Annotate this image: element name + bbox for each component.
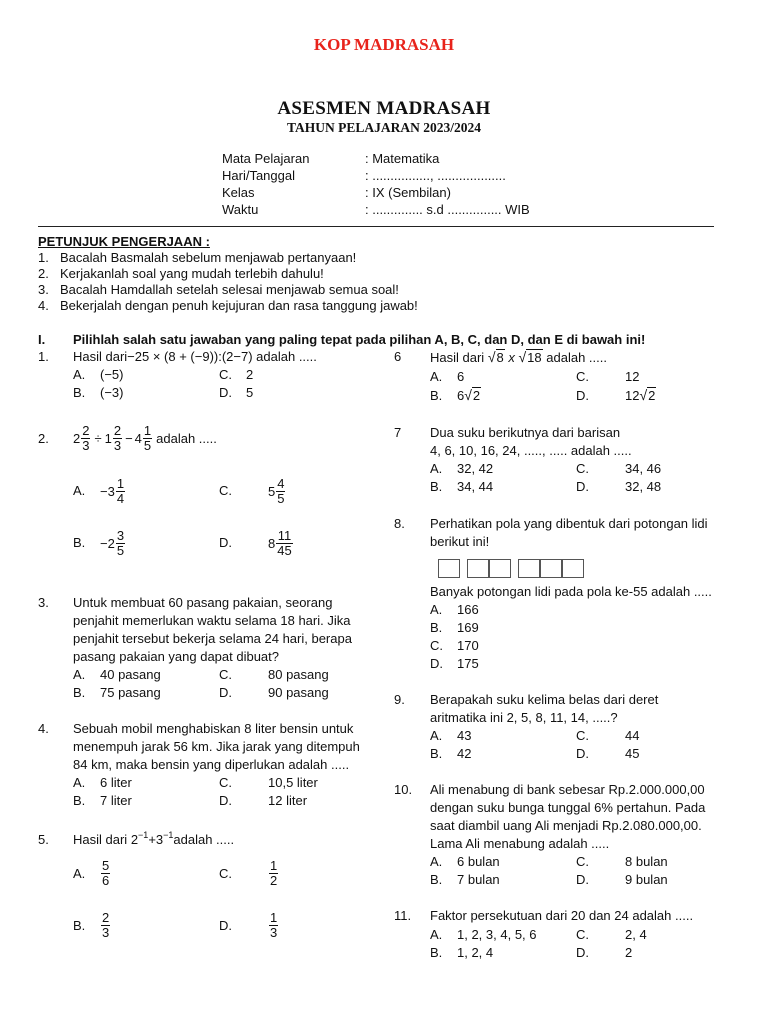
option-label: D.	[576, 479, 589, 494]
option-label: D.	[576, 945, 589, 960]
option-d: 12 liter	[268, 793, 308, 808]
exam-subtitle: TAHUN PELAJARAN 2023/2024	[286, 120, 481, 135]
option-a: 6 bulan	[457, 854, 500, 869]
option-a: 6 liter	[100, 775, 132, 790]
power-expression: $2^{-1}+3^{-1}$	[130, 830, 174, 847]
option-d: 32, 48	[625, 479, 662, 494]
option-d: 2	[625, 945, 633, 960]
question-text: Dua suku berikutnya dari barisan	[430, 425, 621, 440]
option-label: C.	[219, 667, 232, 682]
option-label: B.	[430, 479, 443, 494]
petunjuk-item: Kerjakanlah soal yang mudah terlebih dahulu!	[60, 266, 324, 281]
option-label: A.	[73, 866, 86, 881]
question-text: pasang pakaian yang dapat dibuat?	[73, 649, 280, 664]
question-suffix: adalah .....	[156, 430, 217, 446]
option-label: D.	[219, 385, 232, 400]
whole: 2	[73, 430, 81, 446]
fraction: $\frac{1}{5}$	[143, 422, 152, 453]
petunjuk-num: 3.	[38, 282, 49, 297]
option-d: 175	[457, 656, 479, 671]
option-label: A.	[430, 927, 443, 942]
info-value: : Matematika	[365, 151, 440, 166]
info-label: Mata Pelajaran	[222, 151, 310, 166]
question-text: Ali menabung di bank sebesar Rp.2.000.000,00	[430, 782, 705, 797]
petunjuk-item: Bacalah Hamdallah setelah selesai menjawab semua soal!	[60, 282, 399, 297]
question-text: penjahit tersebut bekerja selama 24 hari, berapa	[73, 631, 352, 646]
option-a: 32, 42	[457, 461, 494, 476]
question-text: Sebuah mobil menghabiskan 8 liter bensin untuk	[73, 721, 354, 736]
option-d: 5	[246, 385, 254, 400]
option-label: B.	[73, 385, 86, 400]
option-label: D.	[576, 388, 589, 403]
option-label: C.	[219, 367, 232, 382]
matchstick-square	[562, 559, 584, 578]
option-a: 166	[457, 602, 479, 617]
option-a: 40 pasang	[100, 667, 161, 682]
question-text: penjahit memerlukan waktu selama 18 hari. Jika	[73, 613, 351, 628]
question-text: dengan suku bunga tunggal 6% pertahun. Pada	[430, 800, 706, 815]
question-number: 6	[394, 349, 402, 364]
question-text: Berapakah suku kelima belas dari deret	[430, 692, 659, 707]
operator: −	[125, 430, 133, 446]
option-b: 7 bulan	[457, 872, 500, 887]
option-label: D.	[219, 685, 232, 700]
option-b: (−3)	[100, 385, 124, 400]
question-number: 4.	[38, 721, 49, 736]
option-label: D.	[430, 656, 443, 671]
option-c: 34, 46	[625, 461, 662, 476]
option-label: B.	[73, 535, 86, 550]
option-c: 2, 4	[625, 927, 647, 942]
option-label: B.	[430, 388, 443, 403]
option-label: D.	[576, 872, 589, 887]
fraction: $\frac{2}{3}$	[82, 422, 90, 453]
whole: 4	[134, 430, 142, 446]
option-label: C.	[576, 854, 589, 869]
info-label: Hari/Tanggal	[222, 168, 295, 183]
option-a: $\frac{5}{6}$	[102, 857, 110, 888]
question-text: aritmatika ini 2, 5, 8, 11, 14, .....?	[430, 710, 618, 725]
option-c: 5 $\frac{4}{5}$	[268, 475, 285, 506]
option-label: A.	[430, 602, 443, 617]
option-label: B.	[430, 620, 443, 635]
question-number: 9.	[394, 692, 405, 707]
matchstick-square	[467, 559, 489, 578]
option-label: C.	[576, 461, 589, 476]
question-number: 7	[394, 425, 402, 440]
option-label: A.	[430, 854, 443, 869]
petunjuk-num: 1.	[38, 250, 49, 265]
question-text: 4, 6, 10, 16, 24, ....., ..... adalah .....	[430, 443, 632, 458]
option-label: C.	[219, 483, 232, 498]
option-a: −3 $\frac{1}{4}$	[100, 475, 125, 506]
option-b: 1, 2, 4	[457, 945, 494, 960]
option-b: 6√2	[457, 387, 481, 403]
option-label: C.	[430, 638, 443, 653]
question-number: 5.	[38, 832, 49, 847]
question-text: menempuh jarak 56 km. Jika jarak yang ditempuh	[73, 739, 360, 754]
info-label: Kelas	[222, 185, 255, 200]
header-divider	[38, 226, 714, 227]
option-label: B.	[430, 872, 443, 887]
fraction: $\frac{2}{3}$	[113, 422, 122, 453]
option-c: 170	[457, 638, 479, 653]
option-d: 8 $\frac{11}{45}$	[268, 527, 292, 558]
question-text: Hasil dari−25 × (8 + (−9)):(2−7) adalah .....	[73, 349, 317, 364]
option-b: 42	[457, 746, 472, 761]
option-c: 8 bulan	[625, 854, 668, 869]
info-value: : ................, ...................	[365, 168, 506, 183]
mixed-fraction-expression	[73, 421, 217, 455]
info-value: : .............. s.d ............... WIB	[365, 202, 530, 217]
option-label: D.	[219, 535, 232, 550]
option-b: 7 liter	[100, 793, 132, 808]
option-d: 12√2	[625, 387, 656, 403]
option-c: 2	[246, 367, 254, 382]
petunjuk-item: Bacalah Basmalah sebelum menjawab pertanyaan!	[60, 250, 357, 265]
option-b: 75 pasang	[100, 685, 161, 700]
option-d: 45	[625, 746, 640, 761]
option-label: B.	[73, 918, 86, 933]
whole: 1	[104, 430, 112, 446]
question-text: Faktor persekutuan dari 20 dan 24 adalah .....	[430, 908, 694, 923]
option-label: A.	[430, 369, 443, 384]
option-label: C.	[219, 866, 232, 881]
option-b: $\frac{2}{3}$	[102, 909, 110, 940]
option-b: 34, 44	[457, 479, 494, 494]
option-label: C.	[576, 927, 589, 942]
option-label: A.	[430, 728, 443, 743]
option-d: 90 pasang	[268, 685, 329, 700]
section-number: I.	[38, 332, 46, 347]
exam-title: ASESMEN MADRASAH	[277, 98, 491, 119]
question-text: Hasil dari √8 x √18 adalah .....	[430, 349, 607, 365]
option-label: A.	[430, 461, 443, 476]
question-text: Perhatikan pola yang dibentuk dari potongan lidi	[430, 516, 708, 531]
option-a: 43	[457, 728, 472, 743]
option-label: A.	[73, 775, 86, 790]
question-text: Banyak potongan lidi pada pola ke-55 adalah .....	[430, 584, 712, 599]
kop-madrasah: KOP MADRASAH	[313, 35, 455, 54]
option-label: B.	[430, 746, 443, 761]
matchstick-square	[540, 559, 562, 578]
option-d: $\frac{1}{3}$	[270, 909, 278, 940]
option-label: C.	[219, 775, 232, 790]
option-label: B.	[430, 945, 443, 960]
question-number: 2.	[38, 431, 49, 446]
option-c: 44	[625, 728, 640, 743]
question-text: 84 km, maka bensin yang diperlukan adalah .....	[73, 757, 350, 772]
option-label: C.	[576, 369, 589, 384]
option-label: D.	[219, 918, 232, 933]
option-b: 169	[457, 620, 479, 635]
option-a: 6	[457, 369, 465, 384]
question-text: saat diambil uang Ali menjadi Rp.2.080.000,00.	[430, 818, 702, 833]
matchstick-square	[518, 559, 540, 578]
option-label: D.	[576, 746, 589, 761]
petunjuk-title: PETUNJUK PENGERJAAN :	[38, 234, 210, 249]
matchstick-square	[438, 559, 460, 578]
option-label: D.	[219, 793, 232, 808]
option-label: A.	[73, 367, 86, 382]
question-number: 3.	[38, 595, 49, 610]
question-number: 10.	[394, 782, 413, 797]
petunjuk-num: 2.	[38, 266, 49, 281]
option-c: 12	[625, 369, 640, 384]
option-c: $\frac{1}{2}$	[270, 857, 278, 888]
option-label: B.	[73, 793, 86, 808]
question-text: Untuk membuat 60 pasang pakaian, seorang	[73, 595, 333, 610]
option-label: B.	[73, 685, 86, 700]
matchstick-square	[489, 559, 511, 578]
operator: ÷	[94, 430, 102, 446]
option-label: C.	[576, 728, 589, 743]
info-label: Waktu	[222, 202, 259, 217]
option-b: −2 $\frac{3}{5}$	[100, 527, 125, 558]
question-number: 8.	[394, 516, 405, 531]
option-a: 1, 2, 3, 4, 5, 6	[457, 927, 537, 942]
info-value: : IX (Sembilan)	[365, 185, 451, 200]
question-text: berikut ini!	[430, 534, 490, 549]
option-d: 9 bulan	[625, 872, 668, 887]
question-number: 1.	[38, 349, 49, 364]
option-c: 10,5 liter	[268, 775, 318, 790]
option-a: (−5)	[100, 367, 124, 382]
question-number: 11.	[394, 908, 412, 923]
petunjuk-item: Bekerjalah dengan penuh kejujuran dan rasa tanggung jawab!	[60, 298, 418, 313]
petunjuk-num: 4.	[38, 298, 49, 313]
section-instruction: Pilihlah salah satu jawaban yang paling tepat pada pilihan A, B, C, dan D, dan E di bawah ini!	[73, 332, 646, 347]
question-text: Hasil dari $2^{-1}+3^{-1}adalah$ .....	[73, 830, 235, 847]
question-text: Lama Ali menabung adalah .....	[430, 836, 610, 851]
option-c: 80 pasang	[268, 667, 329, 682]
option-label: A.	[73, 667, 86, 682]
option-label: A.	[73, 483, 86, 498]
